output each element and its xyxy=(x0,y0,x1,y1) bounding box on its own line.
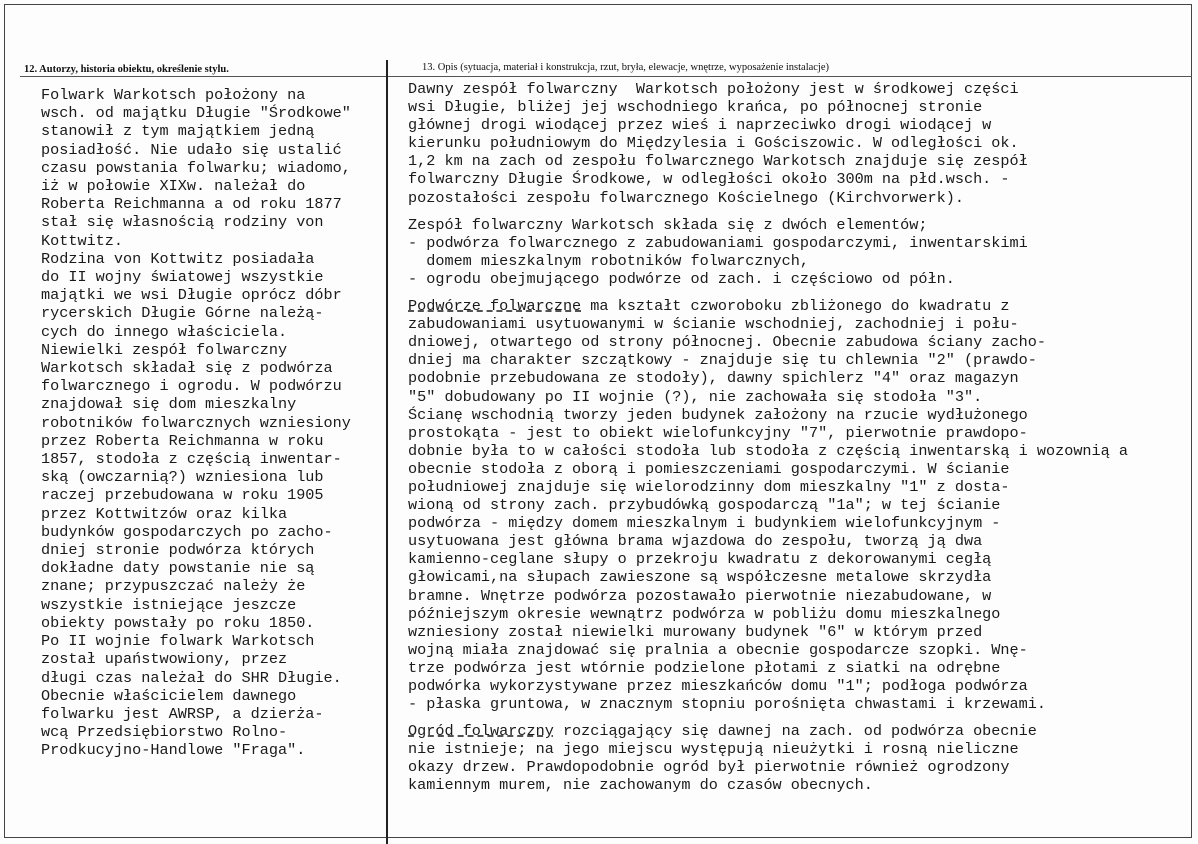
text-line: folwarczny Długie Środkowe, w odległości około 300m na płd.wsch. - xyxy=(408,170,1010,189)
text-line: majątki we wsi Długie oprócz dóbr xyxy=(41,286,342,305)
text-line: nie istnieje; na jego miejscu występują nieużytki i rosną nieliczne xyxy=(408,740,1019,759)
text-line: wzniesiony został niewielki murowany budynek "6" w którym przed xyxy=(408,622,983,641)
header-rule xyxy=(20,76,1192,77)
text-line: został upaństwowiony, przez xyxy=(41,650,288,669)
text-line: rycerskich Długie Górne należą- xyxy=(41,304,324,323)
text-line: 1857, stodoła z częścią inwentar- xyxy=(41,450,342,469)
garden-first-line: Ogród folwarczny rozciągający się dawnej na zach. od podwórza obecnie xyxy=(408,722,1037,741)
text-line: okazy drzew. Prawdopodobnie ogród był pierwotnie również ogrodzony xyxy=(408,758,1010,777)
text-line: dniej stronie podwórza których xyxy=(41,541,315,560)
paragraph-elements xyxy=(408,216,1188,288)
text-line: raczej przebudowana w roku 1905 xyxy=(41,486,324,505)
section-13-heading: 13. Opis (sytuacja, materiał i konstrukcja, rzut, bryła, elewacje, wnętrze, wyposażenie instalacje) xyxy=(422,62,830,73)
text-line: folwarku jest AWRSP, a dzierża- xyxy=(41,704,324,723)
text-line: budynków gospodarczych po zacho- xyxy=(41,522,333,541)
text-line: kamienno-ceglane słupy o przekroju kwadratu z dekorowanymi cegłą xyxy=(408,550,992,569)
text-line: głównej drogi wiodącej przez wieś i naprzeciwko drogi wiodącej w xyxy=(408,116,992,135)
text-line: - ogrodu obejmującego podwórze od zach. i częściowo od półn. xyxy=(408,269,955,288)
text-line: iż w połowie XIXw. należał do xyxy=(41,177,306,196)
history-column xyxy=(41,86,387,760)
text-line: usytuowana jest główna brama wjazdowa do zespołu, tworzą ją dwa xyxy=(408,532,983,551)
text-line: wcą Przedsiębiorstwo Rolno- xyxy=(41,723,288,742)
text-line: dobnie była to w całości stodoła lub stodoła z częścią inwentarską i wozownią a xyxy=(408,441,1129,460)
text-line: stanowił z tym majątkiem jedną xyxy=(41,122,315,141)
text-line: Prodkucyjno-Handlowe "Fraga". xyxy=(41,741,306,760)
text-line: do II wojny światowej wszystkie xyxy=(41,268,324,287)
text-line: dniej ma charakter szczątkowy - znajduje się tu chlewnia "2" (prawdo- xyxy=(408,351,1037,370)
text-line: Dawny zespół folwarczny Warkotsch położony jest w środkowej części xyxy=(408,80,1019,98)
paragraph-location xyxy=(408,80,1188,207)
text-line: dokładne daty powstanie nie są xyxy=(41,559,315,578)
text-line: prostokąta - jest to obiekt wielofunkcyjny "7", pierwotnie prawdopo- xyxy=(408,423,1028,442)
text-line: przez Roberta Reichmanna w roku xyxy=(41,431,324,450)
courtyard-first-line: Podwórze folwarczne ma kształt czworoboku zbliżonego do kwadratu z xyxy=(408,297,1010,316)
text-line: podobnie przebudowana ze stodoły), dawny spichlerz "4" oraz magazyn xyxy=(408,369,1019,388)
text-line: Kottwitz. xyxy=(41,231,124,250)
text-line: wszystkie istniejące jeszcze xyxy=(41,595,297,614)
text-line: głowicami,na słupach zawieszone są współczesne metalowe skrzydła xyxy=(408,568,992,587)
text-line: późniejszym okresie wewnątrz podwórza w pobliżu domu mieszkalnego xyxy=(408,604,1001,623)
text-line: folwarcznego i ogrodu. W podwórzu xyxy=(41,377,342,396)
text-line: pozostałości zespołu folwarcznego Kościelnego (Kirchvorwerk). xyxy=(408,188,964,207)
text-line: - płaska gruntowa, w znacznym stopniu porośnięta chwastami i krzewami. xyxy=(408,695,1046,714)
text-line: Ścianę wschodnią tworzy jeden budynek założony na rzucie wydłużonego xyxy=(408,405,1028,424)
text-line: dniowej, otwartego od strony północnej. Obecnie zabudowa ściany zacho- xyxy=(408,333,1046,352)
text-line: przez Kottwitzów oraz kilka xyxy=(41,504,288,523)
text-line: zabudowaniami usytuowanymi w ścianie wschodniej, zachodniej i połu- xyxy=(408,315,1019,334)
text-line: 1,2 km na zach od zespołu folwarcznego Warkotsch znajduje się zespół xyxy=(408,152,1028,171)
text-line: cych do innego właściciela. xyxy=(41,322,288,341)
text-line: kierunku południowym do Międzylesia i Gościszowic. W odległości ok. xyxy=(408,134,1019,153)
text-line: Po II wojnie folwark Warkotsch xyxy=(41,632,315,651)
text-line: Obecnie właścicielem dawnego xyxy=(41,686,297,705)
text-line: kamiennym murem, nie zachowanym do czasów obecnych. xyxy=(408,776,873,795)
text-line: Warkotsch składał się z podwórza xyxy=(41,359,333,378)
text-line: Rodzina von Kottwitz posiadała xyxy=(41,249,315,268)
section-12-heading: 12. Autorzy, historia obiektu, określenie stylu. xyxy=(24,64,229,75)
text-line: podwórka wykorzystywane przez mieszkańców domu "1"; podłoga podwórza xyxy=(408,677,1028,695)
text-line: długi czas należał do SHR Długie. xyxy=(41,668,342,687)
courtyard-heading: Podwórze folwarczne xyxy=(408,297,582,316)
text-line: trze podwórza jest wtórnie podzielone płotami z siatki na odrębne xyxy=(408,658,1001,677)
text-line: stał się własnością rodziny von xyxy=(41,213,324,232)
text-line: Zespół folwarczny Warkotsch składa się z dwóch elementów; xyxy=(408,215,928,234)
text-line: robotników folwarcznych wzniesiony xyxy=(41,413,351,432)
text-line: Folwark Warkotsch położony na xyxy=(41,86,306,104)
text-line: obecnie stodoła z oborą i pomieszczeniami gospodarczymi. W ścianie xyxy=(408,459,1010,478)
text-line: wsi Długie, bliżej jej wschodniego krańca, po północnej stronie xyxy=(408,98,983,117)
text-line: bramne. Wnętrze podwórza pozostawało pierwotnie niezabudowane, w xyxy=(408,586,992,605)
text-line: Roberta Reichmanna a od roku 1877 xyxy=(41,195,342,214)
text-line: wsch. od majątku Długie "Środkowe" xyxy=(41,104,351,123)
text-line: wioną od strony zach. przybudówką gospodarczą "1a"; w tej ścianie xyxy=(408,496,1001,515)
text-line: Niewielki zespół folwarczny xyxy=(41,340,288,359)
text-line: wojną miała znajdować się pralnia a obecnie gospodarcze szopki. Wnę- xyxy=(408,640,1028,659)
text-line: obiekty powstały po roku 1850. xyxy=(41,613,315,632)
text-line: czasu powstania folwarku; wiadomo, xyxy=(41,158,351,177)
text-line: posiadłość. Nie udało się ustalić xyxy=(41,140,342,159)
text-line: podwórza - między domem mieszkalnym i budynkiem wielofunkcyjnym - xyxy=(408,514,1001,533)
text-line: "5" dobudowany po II wojnie (?), nie zachowała się stodoła "3". xyxy=(408,387,983,406)
paragraph-courtyard xyxy=(408,297,1188,713)
text-line: - podwórza folwarcznego z zabudowaniami gospodarczymi, inwentarskimi xyxy=(408,233,1028,252)
text-line: znajdował się dom mieszkalny xyxy=(41,395,297,414)
paragraph-garden xyxy=(408,722,1188,794)
garden-heading: Ogród folwarczny xyxy=(408,722,554,741)
description-column xyxy=(408,80,1188,795)
text-line: domem mieszkalnym robotników folwarcznych, xyxy=(408,251,810,270)
text-line: ską (owczarnią?) wzniesiona lub xyxy=(41,468,324,487)
text-line: południowej znajduje się wielorodzinny dom mieszkalny "1" z dosta- xyxy=(408,477,1010,496)
text-line: znane; przypuszczać należy że xyxy=(41,577,306,596)
